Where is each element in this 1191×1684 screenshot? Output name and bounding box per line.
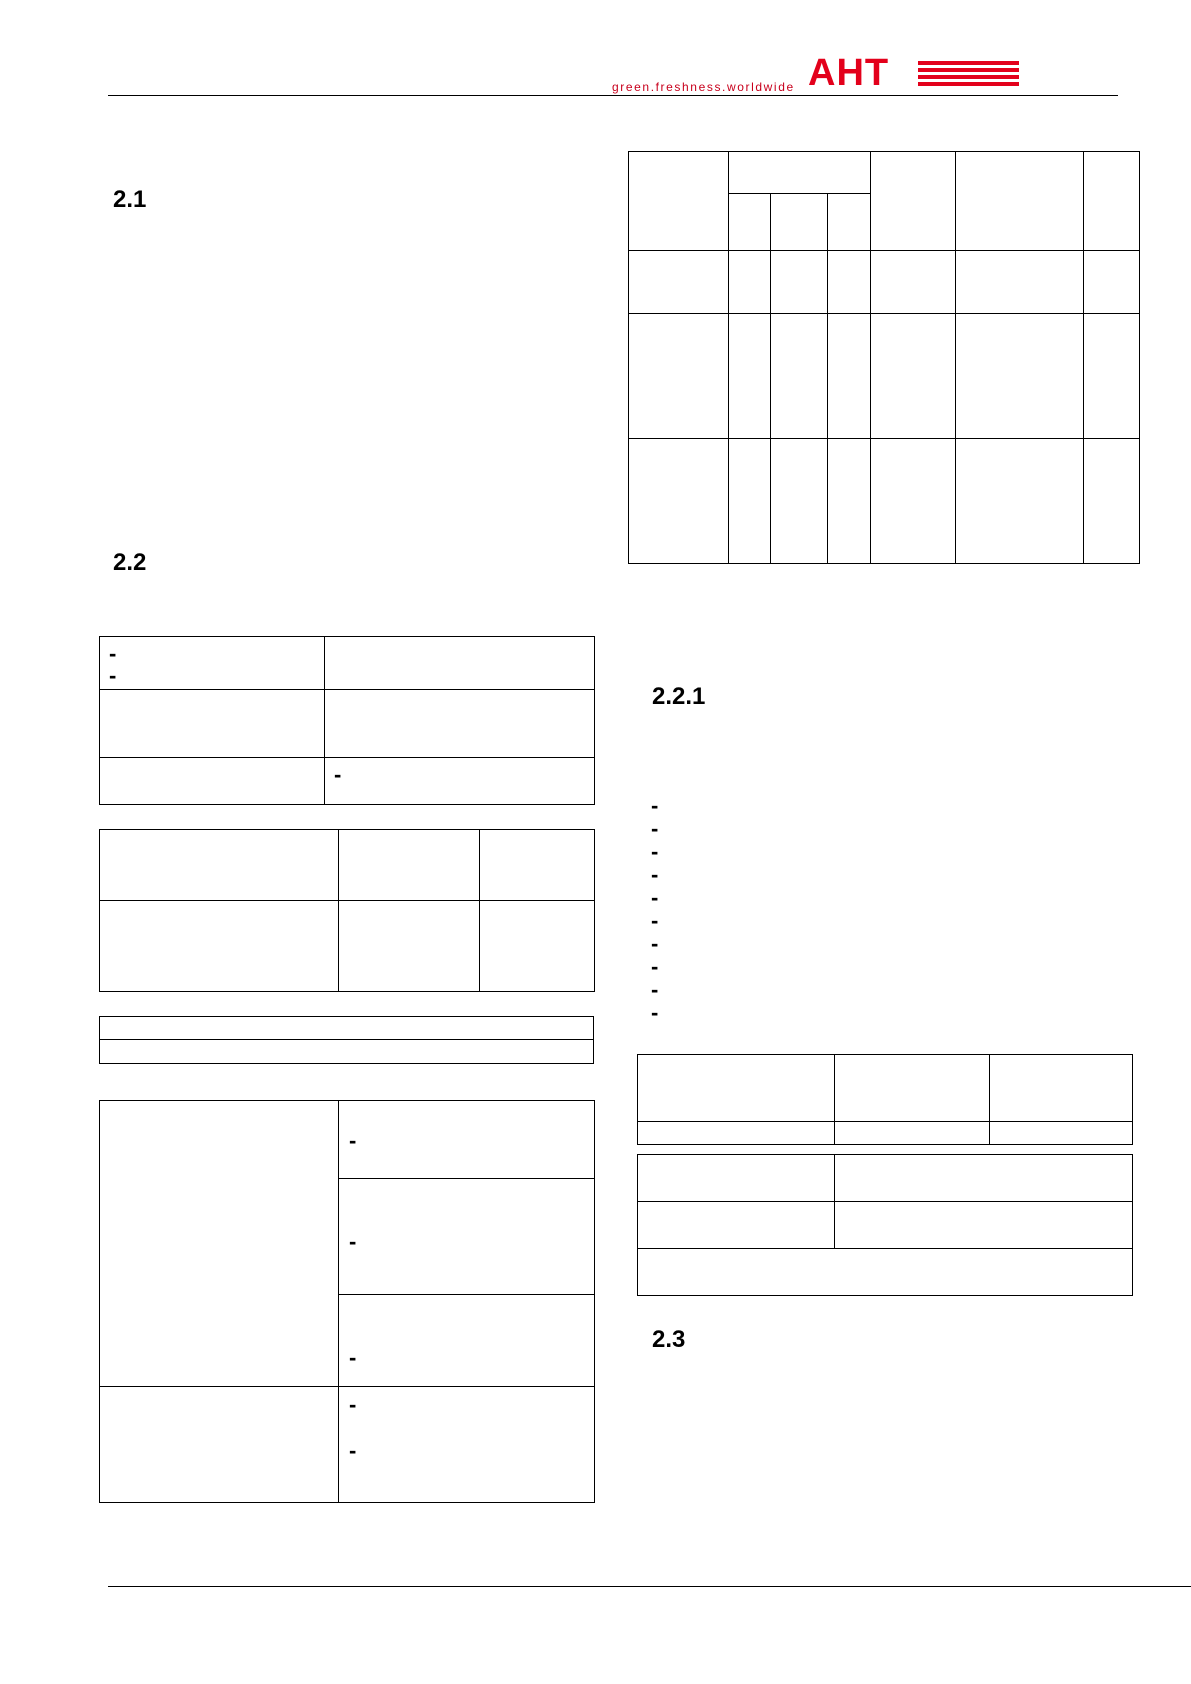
- table-cell: [629, 152, 729, 251]
- brand-logo: AHT: [808, 52, 890, 94]
- table-cell: [956, 314, 1084, 439]
- table-cell: [956, 152, 1084, 251]
- table-cell: [629, 251, 729, 314]
- table-cell: [100, 690, 325, 758]
- table-cell: [100, 1017, 594, 1040]
- spec-table-5: [628, 151, 1140, 564]
- spec-table-7: [637, 1154, 1133, 1296]
- table-cell: [729, 251, 771, 314]
- table-cell: [100, 1387, 339, 1503]
- table-cell: [771, 251, 828, 314]
- table-cell: [871, 152, 956, 251]
- table-cell: [828, 439, 871, 564]
- table-cell: [629, 314, 729, 439]
- table-cell: [339, 901, 480, 992]
- section-heading-2-2: 2.2: [113, 549, 147, 576]
- table-cell: [871, 439, 956, 564]
- table-cell: [835, 1202, 1133, 1249]
- table-cell: [956, 251, 1084, 314]
- table-cell: [1084, 152, 1140, 251]
- table-cell: [1084, 439, 1140, 564]
- table-cell: [339, 830, 480, 901]
- table-cell: [990, 1122, 1133, 1145]
- table-cell: [638, 1122, 835, 1145]
- footer-rule: [108, 1586, 1191, 1587]
- spec-table-3: [99, 1016, 594, 1064]
- table-cell: [100, 1040, 594, 1064]
- section-heading-2-1: 2.1: [113, 186, 147, 213]
- table-cell: [339, 1387, 595, 1503]
- table-cell: [835, 1055, 990, 1122]
- table-cell: [729, 194, 771, 251]
- list-bullet: -: [651, 908, 659, 933]
- table-cell: [828, 314, 871, 439]
- table-cell: [771, 194, 828, 251]
- list-bullet: -: [349, 1392, 357, 1417]
- table-cell: [339, 1179, 595, 1295]
- table-cell: [1084, 314, 1140, 439]
- list-bullet: -: [349, 1229, 357, 1254]
- section-heading-2-2-1: 2.2.1: [652, 683, 706, 710]
- table-cell: [100, 637, 325, 690]
- table-cell: [100, 758, 325, 805]
- table-cell: [325, 758, 595, 805]
- list-bullet: -: [109, 641, 117, 666]
- list-bullet: -: [651, 954, 659, 979]
- table-cell: [638, 1202, 835, 1249]
- spec-table-4: [99, 1100, 595, 1503]
- list-bullet: -: [651, 839, 659, 864]
- list-bullet: -: [109, 663, 117, 688]
- table-cell: [339, 1295, 595, 1387]
- table-cell: [871, 251, 956, 314]
- table-cell: [871, 314, 956, 439]
- table-cell: [956, 439, 1084, 564]
- table-cell: [325, 690, 595, 758]
- table-cell: [100, 901, 339, 992]
- list-bullet: -: [334, 762, 342, 787]
- table-cell: [100, 1101, 339, 1387]
- table-cell: [480, 901, 595, 992]
- list-bullet: -: [651, 1000, 659, 1025]
- table-cell: [990, 1055, 1133, 1122]
- table-cell: [629, 439, 729, 564]
- list-bullet: -: [651, 977, 659, 1002]
- table-cell: [480, 830, 595, 901]
- table-cell: [828, 194, 871, 251]
- list-bullet: -: [651, 885, 659, 910]
- list-bullet: -: [651, 793, 659, 818]
- brand-tagline: green.freshness.worldwide: [612, 80, 795, 94]
- spec-table-2: [99, 829, 595, 992]
- list-bullet: -: [349, 1128, 357, 1153]
- table-cell: [771, 314, 828, 439]
- table-cell: [1084, 251, 1140, 314]
- table-cell: [729, 314, 771, 439]
- table-cell: [100, 830, 339, 901]
- table-cell: [729, 439, 771, 564]
- table-cell: [638, 1249, 1133, 1296]
- table-cell: [638, 1055, 835, 1122]
- table-cell: [729, 152, 871, 194]
- header-rule: [108, 95, 1118, 96]
- table-cell: [325, 637, 595, 690]
- section-heading-2-3: 2.3: [652, 1326, 686, 1353]
- list-bullet: -: [651, 931, 659, 956]
- list-bullet: -: [651, 862, 659, 887]
- table-cell: [771, 439, 828, 564]
- list-bullet: -: [349, 1438, 357, 1463]
- spec-table-6: [637, 1054, 1133, 1145]
- spec-table-1: [99, 636, 595, 805]
- brand-logo-bars: [918, 61, 1019, 91]
- table-cell: [835, 1155, 1133, 1202]
- table-cell: [339, 1101, 595, 1179]
- table-cell: [638, 1155, 835, 1202]
- list-bullet: -: [651, 816, 659, 841]
- list-bullet: -: [349, 1345, 357, 1370]
- table-cell: [835, 1122, 990, 1145]
- table-cell: [828, 251, 871, 314]
